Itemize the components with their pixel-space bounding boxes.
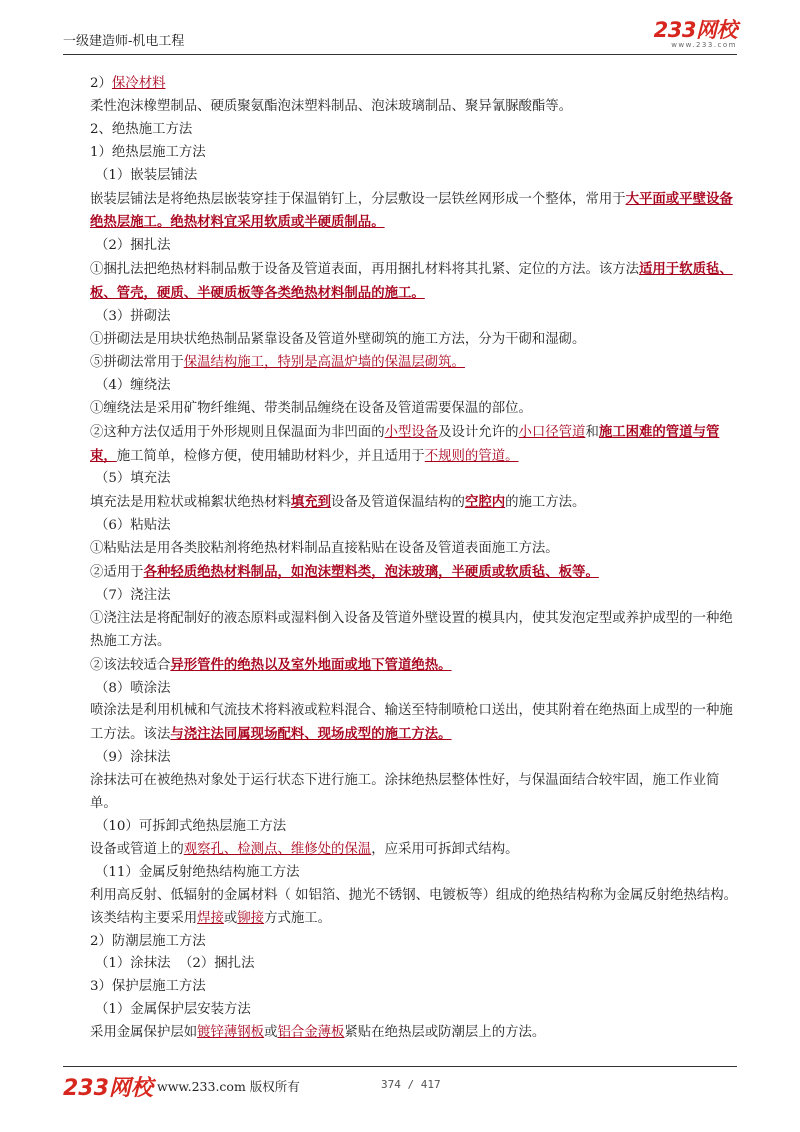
highlight-text: 保冷材料 bbox=[111, 76, 166, 91]
paragraph: ①粘贴法是用各类胶粘剂将绝热材料制品直接粘贴在设备及管道表面施工方法。 bbox=[90, 541, 559, 557]
footer-copyright: www.233.com 版权所有 bbox=[157, 1079, 300, 1094]
subsection-heading: 1）绝热层施工方法 bbox=[90, 144, 206, 160]
highlight-text: 焊接 bbox=[197, 910, 224, 926]
highlight-text: 施工困难的管道与管束， bbox=[90, 423, 720, 464]
paragraph: 利用高反射、低辐射的金属材料（ 如铝箔、抛光不锈钢、电镀板等）组成的绝热结构称为金属反射绝热结构。该类结构主要采用焊接或铆接方式施工。 bbox=[90, 887, 738, 926]
method-heading: （6）粘贴法 bbox=[95, 518, 171, 534]
highlight-text: 各种轻质绝热材料制品，如泡沫塑料类，泡沫玻璃，半硬质或软质毡、板等。 bbox=[143, 564, 599, 581]
paragraph: ①浇注法是将配制好的液态原料或湿料倒入设备及管道外壁设置的模具内，使其发泡定型或养护成型的一种绝热施工方法。 bbox=[90, 610, 733, 649]
method-heading: （5）填充法 bbox=[95, 471, 171, 487]
logo-url: www.233.com bbox=[671, 41, 737, 49]
paragraph: 嵌装层铺法是将绝热层嵌装穿挂于保温销钉上，分层敷设一层铁丝网形成一个整体，常用于大平面或平壁设备绝热层施工。绝热材料宜采用软质或半硬质制品。 bbox=[90, 190, 733, 231]
highlight-text: 填充到 bbox=[290, 494, 332, 511]
document-body bbox=[90, 73, 742, 1045]
paragraph: ②这种方法仅适用于外形规则且保温面为非凹面的小型设备及设计允许的小口径管道和施工困难的管道与管束，施工简单，检修方便，使用辅助材料少，并且适用于不规则的管道。 bbox=[90, 423, 720, 464]
section-heading: 2、绝热施工方法 bbox=[90, 121, 193, 137]
highlight-text: 铆接 bbox=[237, 910, 265, 926]
method-heading: （4）缠绕法 bbox=[95, 377, 171, 393]
highlight-text: 铝合金薄板 bbox=[277, 1025, 345, 1041]
subsection-heading: 2）防潮层施工方法 bbox=[90, 933, 206, 949]
brand-logo bbox=[654, 20, 737, 49]
method-heading: （1）涂抹法 （2）捆扎法 bbox=[95, 956, 255, 972]
highlight-text: 异形管件的绝热以及室外地面或地下管道绝热。 bbox=[170, 656, 452, 673]
highlight-text: 适用于软质毡、板、管壳，硬质、半硬质板等各类绝热材料制品的施工。 bbox=[90, 261, 733, 302]
paragraph: 填充法是用粒状或棉絮状绝热材料填充到设备及管道保温结构的空腔内的施工方法。 bbox=[90, 494, 586, 511]
highlight-text: 与浇注法同属现场配料、现场成型的施工方法。 bbox=[170, 726, 452, 743]
paragraph: 采用金属保护层如镀锌薄钢板或铝合金薄板紧贴在绝热层或防潮层上的方法。 bbox=[90, 1025, 546, 1041]
highlight-text: 空腔内 bbox=[464, 494, 506, 511]
paragraph: 2）保冷材料 bbox=[90, 76, 166, 91]
highlight-text: 小型设备 bbox=[384, 424, 439, 440]
header-title: 一级建造师-机电工程 bbox=[63, 34, 185, 49]
paragraph: ⑤拼砌法常用于保温结构施工，特别是高温炉墙的保温层砌筑。 bbox=[90, 354, 465, 370]
paragraph: ①缠绕法是采用矿物纤维绳、带类制品缠绕在设备及管道需要保温的部位。 bbox=[90, 400, 532, 416]
highlight-text: 保温结构施工，特别是高温炉墙的保温层砌筑。 bbox=[183, 354, 465, 370]
highlight-text: 不规则的管道。 bbox=[424, 448, 519, 464]
page-number: 374 / 417 bbox=[381, 1078, 441, 1091]
paragraph: ②该法较适合异形管件的绝热以及室外地面或地下管道绝热。 bbox=[90, 656, 452, 673]
paragraph: 柔性泡沫橡塑制品、硬质聚氨酯泡沫塑料制品、泡沫玻璃制品、聚异氰脲酸酯等。 bbox=[90, 98, 573, 114]
paragraph: ②适用于各种轻质绝热材料制品，如泡沫塑料类，泡沫玻璃，半硬质或软质毡、板等。 bbox=[90, 564, 599, 581]
highlight-text: 观察孔、检测点、维修处的保温 bbox=[183, 841, 372, 857]
highlight-text: 镀锌薄钢板 bbox=[197, 1025, 265, 1041]
paragraph: ①捆扎法把绝热材料制品敷于设备及管道表面，再用捆扎材料将其扎紧、定位的方法。该方法适用于软质毡、板、管壳，硬质、半硬质板等各类绝热材料制品的施工。 bbox=[90, 261, 733, 302]
method-heading: （7）浇注法 bbox=[95, 587, 171, 603]
footer-logo: 233网校 bbox=[63, 1076, 153, 1101]
method-heading: （2）捆扎法 bbox=[95, 238, 171, 254]
method-heading: （10）可拆卸式绝热层施工方法 bbox=[95, 819, 287, 834]
method-heading: （11）金属反射绝热结构施工方法 bbox=[95, 864, 300, 880]
method-heading: （8）喷涂法 bbox=[95, 680, 171, 696]
highlight-text: 小口径管道 bbox=[518, 424, 586, 440]
subsection-heading: 3）保护层施工方法 bbox=[90, 979, 206, 995]
method-heading: （3）拼砌法 bbox=[95, 309, 171, 325]
page-header bbox=[63, 20, 737, 55]
method-heading: （9）涂抹法 bbox=[95, 750, 171, 766]
page-footer bbox=[63, 1066, 737, 1107]
paragraph: 喷涂法是利用机械和气流技术将料液或粒料混合、输送至特制喷枪口送出，使其附着在绝热面上成型的一种施工方法。该法与浇注法同属现场配料、现场成型的施工方法。 bbox=[90, 703, 733, 743]
method-heading: （1）金属保护层安装方法 bbox=[95, 1002, 251, 1018]
paragraph: 涂抹法可在被绝热对象处于运行状态下进行施工。涂抹绝热层整体性好，与保温面结合较牢固，施工作业简单。 bbox=[90, 773, 720, 812]
method-heading: （1）嵌装层铺法 bbox=[95, 167, 198, 183]
paragraph: 设备或管道上的观察孔、检测点、维修处的保温，应采用可拆卸式结构。 bbox=[90, 841, 519, 857]
logo-text: 233网校 bbox=[653, 18, 737, 42]
paragraph: ①拼砌法是用块状绝热制品紧靠设备及管道外壁砌筑的施工方法，分为干砌和湿砌。 bbox=[90, 331, 586, 347]
highlight-text: 大平面或平壁设备绝热层施工。绝热材料宜采用软质或半硬质制品。 bbox=[90, 190, 733, 231]
